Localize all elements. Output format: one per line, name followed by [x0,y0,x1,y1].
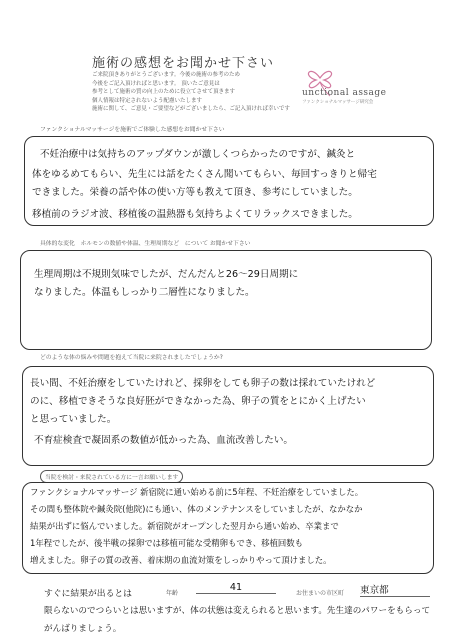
answer-4-line: がんばりましょう。 [44,624,122,634]
answer-3-line: と思っていました。 [30,414,117,425]
intro-line: 個人情報は特定されないよう配慮いたします [92,97,203,104]
page-title: 施術の感想をお聞かせ下さい [92,56,275,71]
question-4-label: 当院を検討・来院されている方に一言お願いします [40,470,183,483]
residence-value: 東京都 [360,582,430,597]
answer-1-line: できました。栄養の話や体の使い方等も教えて頂き、参考にしていました。 [32,187,358,198]
answer-4-line: ファンクショナルマッサージ 新宿院に通い始める前に5年程、不妊治療をしていました。 [30,487,364,497]
answer-1-line: 移植前のラジオ波、移植後の温熱器も気持ちよくてリラックスできました。 [32,209,358,220]
answer-3-line: 長い間、不妊治療をしていたけれど、採卵をしても卵子の数は採れていたけれど [30,378,376,389]
answer-4-line: その間も整体院や鍼灸院(他院)にも通い、体のメンテナンスをしていましたが、なかなか [30,504,363,514]
answer-4-line: 限らないのでつらいとは思いますが、体の状態は変えられると思います。先生達のパワーをもらって [44,606,431,616]
answer-4-line: 結果が出ずに悩んでいました。新宿院がオープンした翌月から通い始め、卒業まで [30,521,339,531]
question-2-label: 具体的な変化 ホルモンの数値や体温、生理周期など について お聞かせ下さい [40,241,251,247]
intro-text [92,71,322,114]
intro-line: 今後をご記入頂ければと思います。 頂いたご意見は [92,80,220,87]
answer-1-line: 不妊治療中は気持ちのアップダウンが激しくつらかったのですが、鍼灸と [40,149,356,160]
answer-4-line: 増えました。卵子の質の改善、着床期の血流対策をしっかりやって頂けました。 [30,555,332,565]
answer-2-line: なりました。体温もしっかり二層性になりました。 [34,287,255,298]
answer-2-box [20,250,432,350]
intro-line: 参考として施術の質の向上のために役立てさせて頂きます [92,89,236,96]
age-label: 年齢 [166,590,179,597]
answer-3-line: のに、移植できそうな良好胚ができなかった為、卵子の質をとにかく上げたい [30,396,366,407]
age-value: 41 [196,582,276,594]
answer-4-line: すぐに結果が出るとは [44,589,132,599]
residence-label: お住まいの市区町 [296,590,345,597]
logo-subtitle: ファンクショナルマッサージ研究会 [302,100,374,105]
logo-text: unctional assage [302,88,387,98]
answer-2-line: 生理周期は不規則気味でしたが、だんだんと26〜29日周期に [34,269,299,280]
answer-4-line: 1年程でしたが、後半戦の採卵では移植可能な受精卵もでき、移植回数も [30,538,303,548]
question-1-label: ファンクショナルマッサージを施術でご体験した感想をお聞かせ下さい [40,127,225,133]
question-3-label: どのような体の悩みや問題を抱えて当院に来院されましたでしょうか? [40,355,223,361]
answer-3-line: 不育症検査で凝固系の数値が低かった為、血流改善したい。 [34,435,294,446]
intro-line: ご来院頂きありがとうございます。今後の施術の参考のため [92,72,241,78]
answer-1-line: 体をゆるめてもらい、先生には話をたくさん聞いてもらい、毎回すっきりと帰宅 [32,169,377,180]
intro-line: 施術に関して、ご意見・ご要望などがございましたら、ご記入頂ければ幸いです [92,106,290,113]
